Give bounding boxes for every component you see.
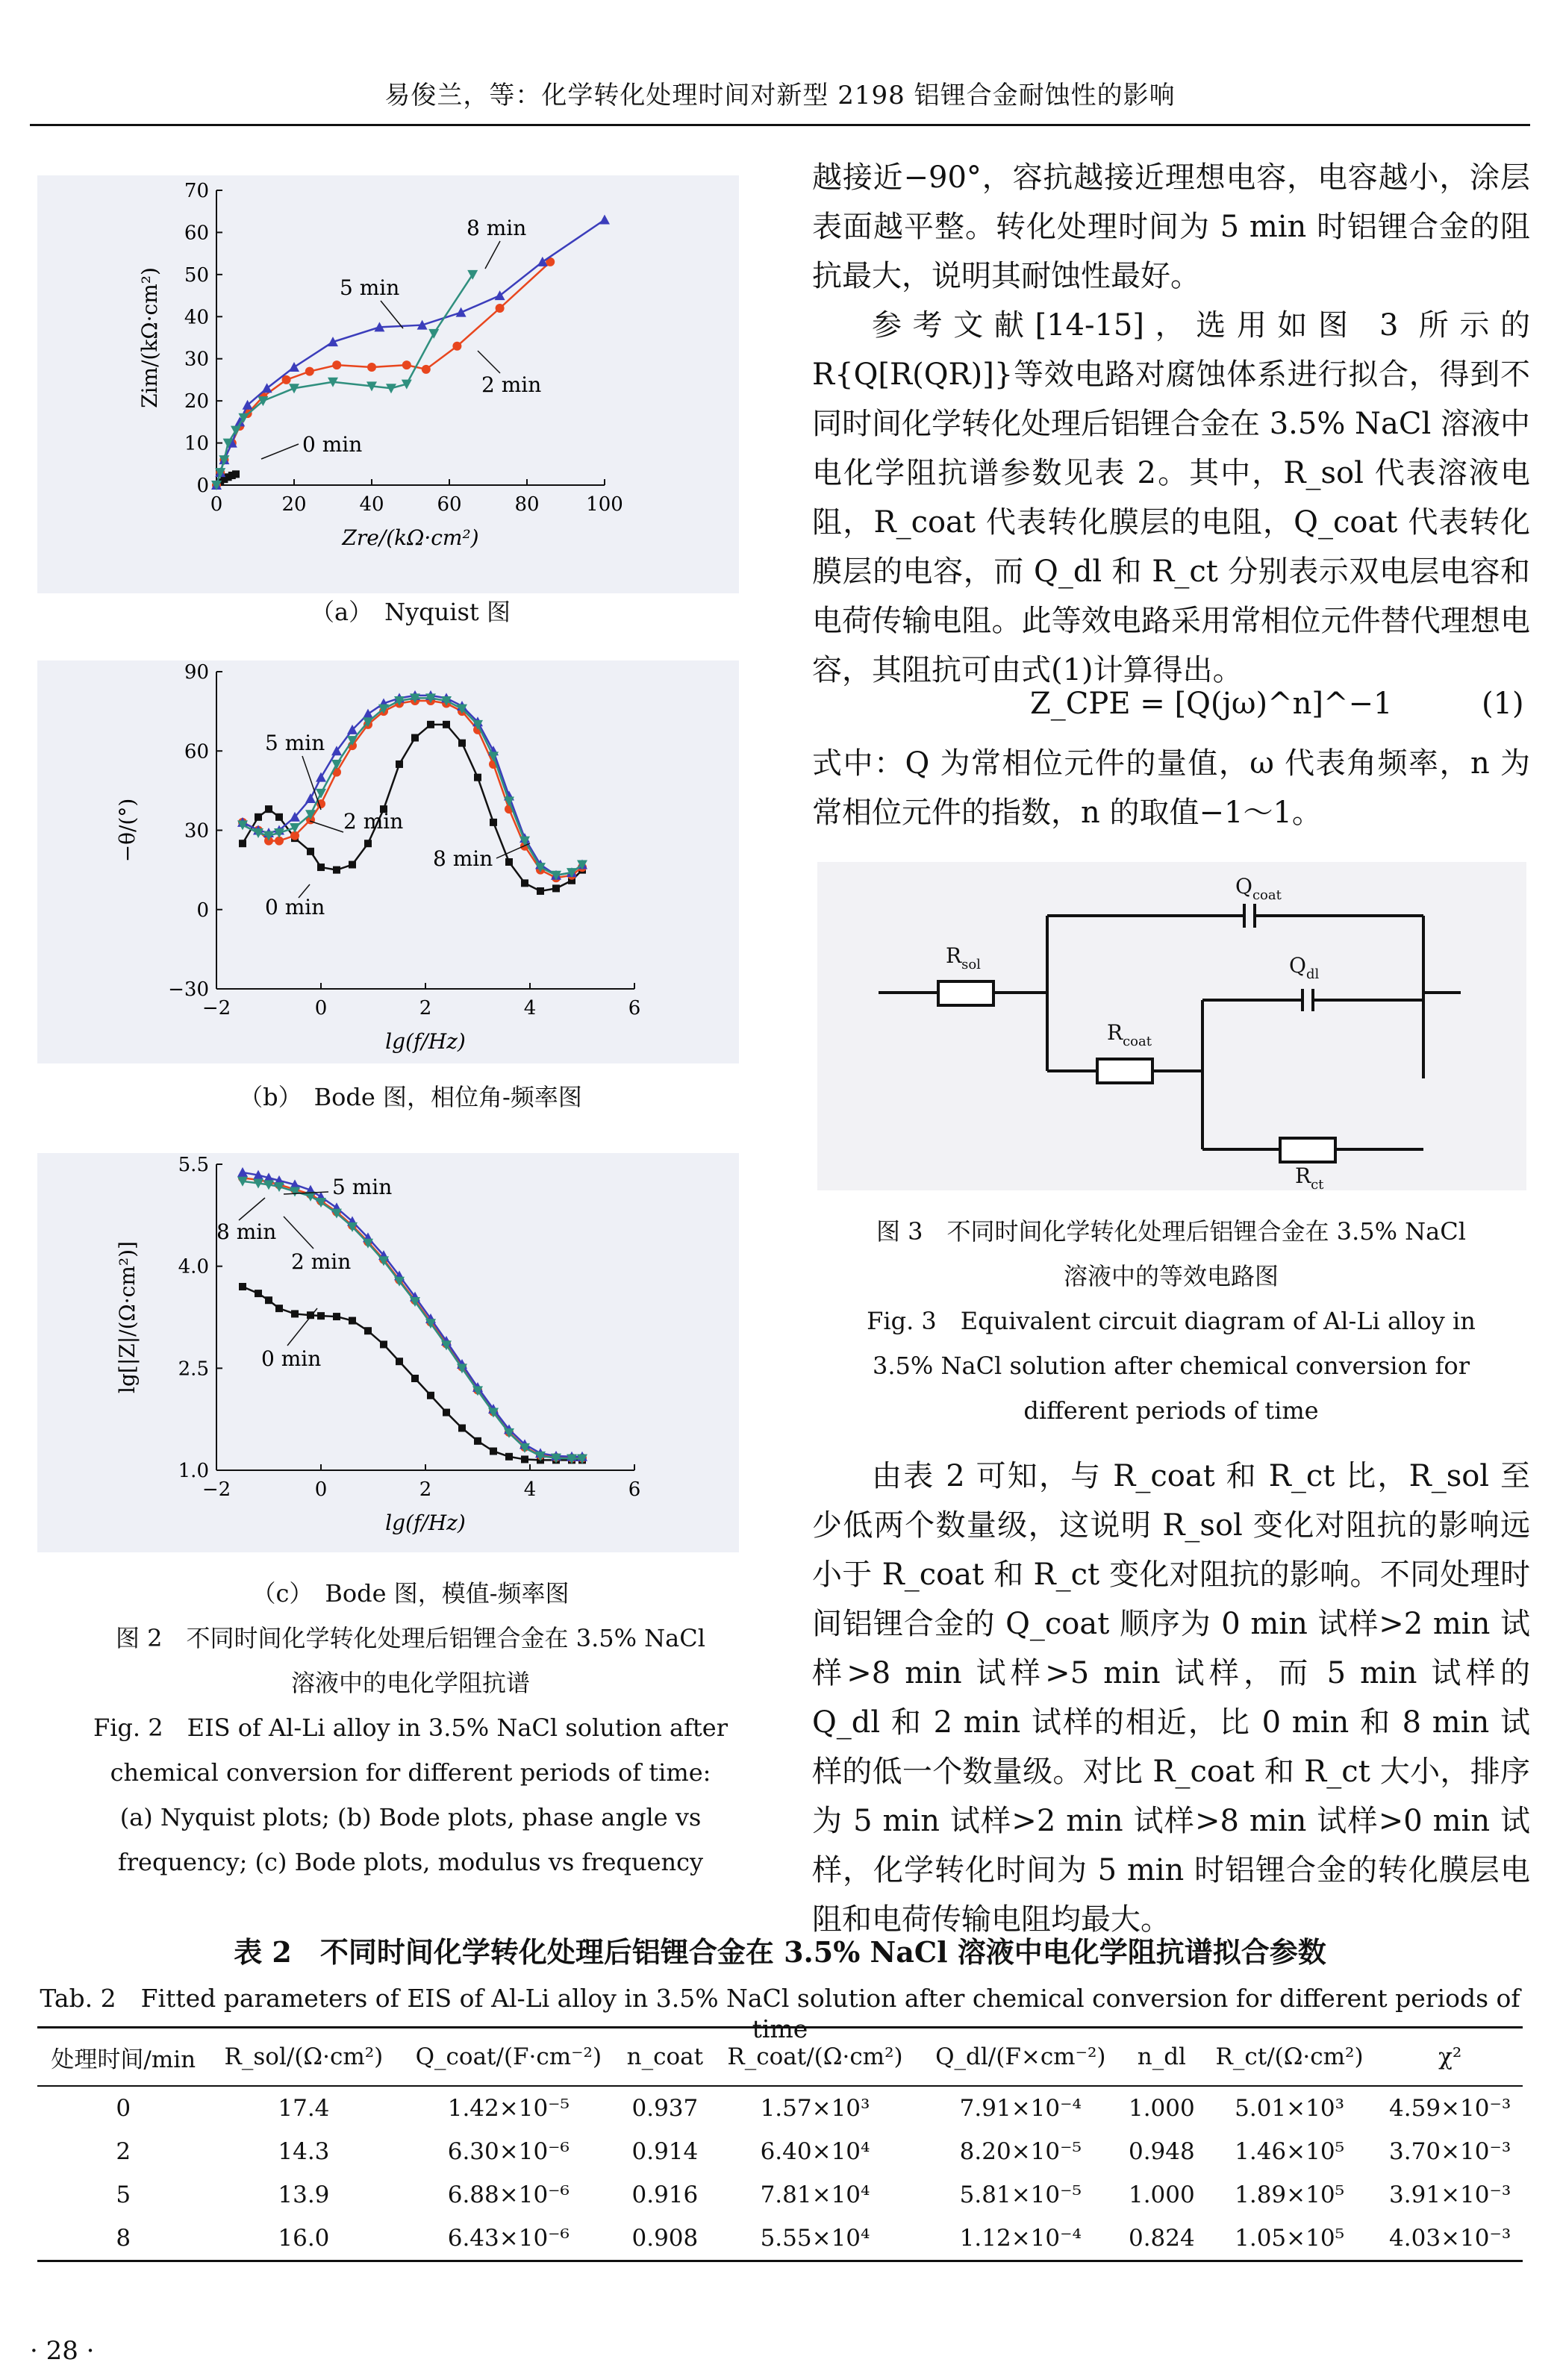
table-2-title: 表 2 不同时间化学转化处理后铝锂合金在 3.5% NaCl 溶液中电化学阻抗谱拟合参数 xyxy=(234,1935,1326,1969)
y-tick-label: −30 xyxy=(168,978,209,1001)
x-tick-label: 4 xyxy=(523,1478,537,1501)
series-line-8-min xyxy=(243,1181,582,1459)
table-row xyxy=(37,2173,1523,2217)
table-header-row xyxy=(37,2028,1523,2087)
figure-3-caption-cn-1: 图 3 不同时间化学转化处理后铝锂合金在 3.5% NaCl xyxy=(876,1217,1466,1246)
data-point xyxy=(265,1296,272,1304)
table-cell: 1.57×10³ xyxy=(760,2095,870,2122)
x-axis-label: Zre/(kΩ·cm²) xyxy=(342,525,479,550)
table-cell: 6.40×10⁴ xyxy=(760,2138,870,2165)
x-tick-label: −2 xyxy=(202,1478,231,1501)
figure-2a-caption: （a） Nyquist 图 xyxy=(311,598,511,626)
series-annotation: 8 min xyxy=(216,1219,277,1244)
table-cell: 4.59×10⁻³ xyxy=(1389,2095,1511,2122)
table-cell: 14.3 xyxy=(278,2138,330,2165)
table-row xyxy=(37,2130,1523,2173)
table-cell: 1.000 xyxy=(1128,2181,1195,2208)
y-tick-label: 40 xyxy=(184,306,209,329)
annotation-leader xyxy=(496,843,530,858)
equivalent-circuit-diagram xyxy=(817,862,1526,1190)
table-cell: 3.91×10⁻³ xyxy=(1389,2181,1511,2208)
table-cell: 1.42×10⁻⁵ xyxy=(447,2095,570,2122)
bode-modulus-chart xyxy=(37,1153,739,1552)
x-tick-label: 40 xyxy=(359,493,384,516)
table-cell: 0.948 xyxy=(1128,2138,1195,2165)
data-point xyxy=(427,721,434,728)
data-point xyxy=(427,1392,434,1399)
data-point xyxy=(474,774,481,781)
table-cell: 6.43×10⁻⁶ xyxy=(398,2217,619,2261)
x-tick-label: 20 xyxy=(281,493,307,516)
table-row xyxy=(37,2086,1523,2130)
header-rule xyxy=(30,124,1530,126)
y-tick-label: 10 xyxy=(184,432,209,455)
data-point xyxy=(307,848,314,855)
series-annotation: 2 min xyxy=(291,1249,352,1274)
x-tick-label: 0 xyxy=(210,493,223,516)
table-cell: 17.4 xyxy=(278,2095,330,2122)
data-point xyxy=(291,1310,299,1317)
data-point xyxy=(317,1312,325,1319)
annotation-leader xyxy=(284,1216,313,1249)
data-point xyxy=(552,884,560,892)
x-tick-label: 0 xyxy=(314,997,328,1019)
x-tick-label: 100 xyxy=(586,493,623,516)
y-tick-label: 0 xyxy=(196,899,209,922)
data-point xyxy=(458,740,466,747)
figure-2b-caption: （b） Bode 图，相位角-频率图 xyxy=(239,1083,582,1111)
body-paragraph-3 xyxy=(812,739,1530,837)
y-tick-label: 60 xyxy=(184,740,209,763)
figure-2-caption-en-1: Fig. 2 EIS of Al-Li alloy in 3.5% NaCl solution after xyxy=(93,1714,728,1742)
data-point xyxy=(367,363,376,372)
data-point xyxy=(289,362,299,372)
table-cell: 0.908 xyxy=(619,2217,711,2261)
table-cell: 0.914 xyxy=(631,2138,699,2165)
figure-2-caption-cn-2: 溶液中的电化学阻抗谱 xyxy=(290,1669,530,1697)
table-header-cell: 处理时间/min xyxy=(37,2028,209,2087)
table-header-cell: Q_dl/(F×cm⁻²) xyxy=(920,2028,1122,2087)
data-point xyxy=(505,858,513,866)
table-cell: 1.05×10⁵ xyxy=(1202,2217,1378,2261)
x-tick-label: 2 xyxy=(419,1478,432,1501)
nyquist-chart xyxy=(37,175,739,593)
annotation-leader xyxy=(239,1198,265,1220)
table-2 xyxy=(37,2026,1523,2262)
figure-2-caption-en-3: (a) Nyquist plots; (b) Bode plots, phase angle vs xyxy=(119,1803,702,1831)
resistor-r-sol xyxy=(938,981,993,1005)
table-header-cell: R_coat/(Ω·cm²) xyxy=(711,2028,919,2087)
table-header-cell: n_dl xyxy=(1122,2028,1202,2087)
figure-2a-box xyxy=(37,175,739,593)
data-point xyxy=(317,863,325,871)
series-annotation: 5 min xyxy=(332,1175,393,1199)
annotation-leader xyxy=(381,301,403,328)
figure-3-caption-en-1: Fig. 3 Equivalent circuit diagram of Al-Li alloy in xyxy=(867,1307,1476,1335)
y-axis-label: Zim/(kΩ·cm²) xyxy=(137,267,162,408)
data-point xyxy=(239,840,246,847)
data-point xyxy=(443,721,450,728)
series-annotation: 5 min xyxy=(340,275,400,300)
series-annotation: 2 min xyxy=(481,372,542,397)
figure-2c-box xyxy=(37,1153,739,1552)
table-header-cell: Q_coat/(F·cm⁻²) xyxy=(398,2028,619,2087)
y-tick-label: 2.5 xyxy=(178,1358,209,1381)
y-tick-label: 20 xyxy=(184,390,209,413)
data-point xyxy=(496,304,505,313)
table-cell: 0.916 xyxy=(631,2181,699,2208)
figure-2-caption xyxy=(30,1616,791,1884)
resistor-r-coat xyxy=(1097,1059,1152,1083)
data-point xyxy=(333,866,340,874)
data-point xyxy=(456,307,467,317)
annotation-leader xyxy=(310,821,343,832)
figure-3-caption-en-2: 3.5% NaCl solution after chemical conversion for xyxy=(873,1352,1470,1380)
y-axis-label: −θ/(°) xyxy=(115,798,140,863)
body-paragraph-4 xyxy=(812,1452,1530,1944)
y-tick-label: 30 xyxy=(184,819,209,843)
data-point xyxy=(316,772,326,782)
data-point xyxy=(364,840,372,847)
table-2-subtitle: Tab. 2 Fitted parameters of EIS of Al-Li alloy in 3.5% NaCl solution after chemical conversion for different periods of time xyxy=(40,1984,1520,2043)
y-tick-label: 0 xyxy=(196,475,209,497)
data-point xyxy=(305,793,316,803)
label-r-coat: $R_{coat}$ xyxy=(1107,1020,1152,1049)
table-cell: 1.12×10⁻⁴ xyxy=(920,2217,1122,2261)
x-tick-label: 60 xyxy=(437,493,462,516)
data-point xyxy=(402,360,411,369)
y-tick-label: 70 xyxy=(184,180,209,202)
x-tick-label: 80 xyxy=(514,493,540,516)
data-point xyxy=(458,1425,466,1432)
data-point xyxy=(599,215,610,225)
table-row xyxy=(37,2217,1523,2261)
annotation-leader xyxy=(261,444,299,459)
data-point xyxy=(255,813,262,821)
table-cell: 5.01×10³ xyxy=(1235,2095,1344,2122)
y-tick-label: 90 xyxy=(184,661,209,684)
figure-3-caption xyxy=(812,1209,1530,1433)
series-annotation: 0 min xyxy=(302,432,363,457)
data-point xyxy=(396,760,403,768)
series-line-5-min xyxy=(243,696,582,875)
x-tick-label: 0 xyxy=(314,1478,328,1501)
x-axis-label: lg(f/Hz) xyxy=(385,1029,466,1054)
figure-2-caption-en-4: frequency; (c) Bode plots, modulus vs frequency xyxy=(117,1848,704,1876)
y-tick-label: 1.0 xyxy=(178,1460,209,1482)
data-point xyxy=(521,879,528,887)
paragraph-1: 越接近−90°，容抗越接近理想电容，电容越小，涂层表面越平整。转化处理时间为 5 min 时铝锂合金的阻抗最大，说明其耐蚀性最好。 xyxy=(812,160,1530,293)
table-header-cell: χ² xyxy=(1377,2028,1523,2087)
x-axis-label: lg(f/Hz) xyxy=(385,1511,466,1535)
data-point xyxy=(231,426,241,436)
table-header-cell: n_coat xyxy=(619,2028,711,2087)
table-cell: 5 xyxy=(116,2181,131,2208)
body-paragraph-1 xyxy=(812,153,1530,301)
table-cell: 0 xyxy=(116,2095,131,2122)
label-q-dl: $Q_{dl}$ xyxy=(1289,953,1320,982)
data-point xyxy=(333,1313,340,1320)
data-point xyxy=(265,805,272,813)
table-cell: 5.81×10⁻⁵ xyxy=(959,2181,1082,2208)
figure-2c-caption: （c） Bode 图，模值-频率图 xyxy=(252,1579,570,1608)
table-cell: 0.824 xyxy=(1122,2217,1202,2261)
data-point xyxy=(363,709,373,719)
y-tick-label: 50 xyxy=(184,263,209,287)
data-point xyxy=(275,813,283,821)
data-point xyxy=(474,1437,481,1445)
table-cell: 1.89×10⁵ xyxy=(1235,2181,1344,2208)
x-tick-label: 2 xyxy=(419,997,432,1019)
resistor-r-ct xyxy=(1280,1138,1335,1162)
series-line-5-min xyxy=(216,220,605,486)
figure-2-caption-cn-1: 图 2 不同时间化学转化处理后铝锂合金在 3.5% NaCl xyxy=(116,1624,705,1652)
data-point xyxy=(275,1305,283,1312)
table-cell: 3.70×10⁻³ xyxy=(1389,2138,1511,2165)
figure-3-caption-cn-2: 溶液中的等效电路图 xyxy=(1063,1262,1279,1290)
x-tick-label: −2 xyxy=(202,997,231,1019)
y-tick-label: 5.5 xyxy=(178,1154,209,1176)
table-cell: 0.937 xyxy=(631,2095,699,2122)
data-point xyxy=(396,1358,403,1365)
series-annotation: 5 min xyxy=(265,731,325,755)
figure-3-box xyxy=(817,862,1526,1190)
series-line-2-min xyxy=(243,1178,582,1458)
data-point xyxy=(349,861,356,869)
table-cell: 4.03×10⁻³ xyxy=(1377,2217,1523,2261)
data-point xyxy=(428,329,439,339)
data-point xyxy=(255,1290,262,1297)
data-point xyxy=(490,819,497,826)
body-paragraph-2 xyxy=(812,301,1530,695)
data-point xyxy=(239,1283,246,1290)
data-point xyxy=(237,1167,248,1177)
table-cell: 6.88×10⁻⁶ xyxy=(447,2181,570,2208)
x-tick-label: 6 xyxy=(628,1478,641,1501)
data-point xyxy=(490,1447,497,1455)
table-cell: 1.000 xyxy=(1128,2095,1195,2122)
series-annotation: 0 min xyxy=(261,1346,322,1371)
data-point xyxy=(521,1455,528,1463)
series-annotation: 2 min xyxy=(343,809,404,834)
x-tick-label: 6 xyxy=(628,997,641,1019)
table-cell: 2 xyxy=(116,2138,131,2165)
bode-phase-chart xyxy=(37,660,739,1063)
table-cell: 7.91×10⁻⁴ xyxy=(959,2095,1082,2122)
table-cell: 7.81×10⁴ xyxy=(760,2181,870,2208)
table-cell: 8.20×10⁻⁵ xyxy=(959,2138,1082,2165)
table-cell: 6.30×10⁻⁶ xyxy=(447,2138,570,2165)
series-annotation: 0 min xyxy=(265,895,325,919)
table-cell: 13.9 xyxy=(278,2181,330,2208)
page-number: · 28 · xyxy=(30,2336,95,2366)
series-annotation: 8 min xyxy=(433,846,493,871)
data-point xyxy=(443,1409,450,1417)
paragraph-2: 参考文献[14-15]，选用如图 3 所示的 R{Q[R(QR)]}等效电路对腐蚀体系进行拟合，得到不同时间化学转化处理后铝锂合金在 3.5% NaCl 溶液中电化学阻抗谱参数见表 2。其中，R_sol 代表溶液电阻，R_coat 代表转化膜层的电阻，Q_coat 代表转化膜层的电容，而 Q_dl 和 R_ct 分别表示双电层电容和电荷传输电阻。此等效电路采用常相位元件替代理想电容，其阻抗可由式(1)计算得出。 xyxy=(812,308,1531,687)
data-point xyxy=(380,1340,387,1348)
running-header: 易俊兰，等：化学转化处理时间对新型 2198 铝锂合金耐蚀性的影响 xyxy=(384,81,1176,110)
data-point xyxy=(289,384,299,393)
y-axis-label: lg[|Z|/(Ω·cm²)] xyxy=(115,1241,140,1393)
equation-1: Z_CPE = [Q(jω)^n]^−1 xyxy=(1030,687,1393,721)
paragraph-4: 由表 2 可知，与 R_coat 和 R_ct 比，R_sol 至少低两个数量级，这说明 R_sol 变化对阻抗的影响远小于 R_coat 和 R_ct 变化对阻抗的影响。不同处理时间铝锂合金的 Q_coat 顺序为 0 min 试样>2 min 试样>8 min 试样>5 min 试样，而 5 min 试样的 Q_dl 和 2 min 试样的相近，比 0 min 和 8 min 试样的低一个数量级。对比 R_coat 和 R_ct 大小，排序为 5 min 试样>2 min 试样>8 min 试样>0 min 试样，化学转化时间为 5 min 时铝锂合金的转化膜层电阻和电荷传输电阻均最大。 xyxy=(812,1459,1530,1937)
table-cell: 8 xyxy=(37,2217,209,2261)
y-tick-label: 60 xyxy=(184,222,209,245)
paragraph-3: 式中：Q 为常相位元件的量值，ω 代表角频率，n 为常相位元件的指数，n 的取值−1～1。 xyxy=(812,746,1530,830)
figure-2-caption-en-2: chemical conversion for different periods of time: xyxy=(110,1758,711,1787)
equation-number: (1) xyxy=(1482,687,1524,721)
annotation-leader xyxy=(485,241,500,269)
data-point xyxy=(505,1453,513,1461)
table-header-cell: R_sol/(Ω·cm²) xyxy=(209,2028,398,2087)
data-point xyxy=(422,365,431,374)
figure-2b-box xyxy=(37,660,739,1063)
data-point xyxy=(467,270,478,280)
data-point xyxy=(411,1375,419,1382)
x-tick-label: 4 xyxy=(523,997,537,1019)
label-q-coat: $Q_{coat}$ xyxy=(1235,874,1282,903)
label-r-sol: $R_{sol}$ xyxy=(946,943,981,972)
table-cell: 1.46×10⁵ xyxy=(1235,2138,1344,2165)
data-point xyxy=(332,360,341,369)
table-cell: 5.55×10⁴ xyxy=(711,2217,919,2261)
data-point xyxy=(537,887,544,895)
y-tick-label: 4.0 xyxy=(178,1255,209,1278)
table-cell: 16.0 xyxy=(209,2217,398,2261)
data-point xyxy=(364,1327,372,1334)
series-annotation: 8 min xyxy=(467,216,527,240)
annotation-leader xyxy=(478,351,500,373)
data-point xyxy=(232,470,240,478)
data-point xyxy=(452,342,461,351)
data-point xyxy=(349,1317,356,1325)
figure-3-caption-en-3: different periods of time xyxy=(1023,1396,1319,1425)
data-point xyxy=(411,734,419,742)
table-header-cell: R_ct/(Ω·cm²) xyxy=(1202,2028,1378,2087)
y-tick-label: 30 xyxy=(184,348,209,371)
label-r-ct: $R_{ct}$ xyxy=(1295,1164,1324,1190)
data-point xyxy=(305,367,314,376)
